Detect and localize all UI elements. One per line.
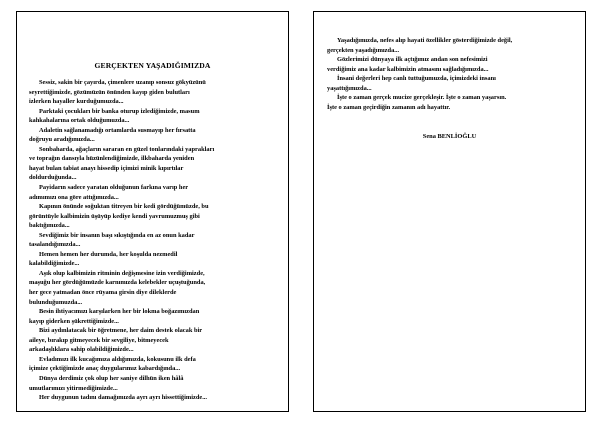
text-line: doğruyu aradığımızda...	[29, 136, 95, 144]
text-line: doldurduğunda...	[29, 174, 77, 182]
author-name: Sena BENLİOĞLU	[422, 133, 477, 140]
text-line: İşte o zaman gerçek mucize gerçekleşir. İşte o zaman yaşarsın.	[337, 94, 507, 102]
text-line: Evladımızı ilk kucağımıza aldığımızda, kokusunu ilk defa	[39, 355, 196, 363]
poem-title: GERÇEKTEN YAŞADIĞIMIZDA	[94, 61, 211, 70]
text-line: hayat bulan tabiat anayı hissedip içimizi minik kıpırtılar	[29, 164, 184, 172]
text-line: kayıp giderken şükrettiğimizde...	[29, 317, 119, 325]
text-line: yaşattığımızda...	[327, 84, 372, 92]
text-line: izlerken hayaller kurduğumuzda...	[29, 98, 124, 106]
text-line: kahkahalarına ortak olduğumuzda...	[29, 117, 130, 125]
text-line: Aşık olup kalbimizin ritminin değişmesine izin verdiğimizde,	[39, 269, 205, 277]
text-line: Parktaki çocukları bir banka oturup izlediğimizde, masum	[39, 107, 200, 115]
right-page	[313, 11, 586, 412]
poem-body-right	[327, 36, 579, 112]
text-line: baktığımızda...	[29, 222, 70, 230]
text-line: her gece yatmadan önce rüyama girsin diye dileklerde	[29, 289, 177, 297]
left-page	[16, 11, 289, 412]
text-line: arkadaşlıklara sahip olabildiğimizde...	[29, 346, 134, 354]
text-line: Sessiz, sakin bir çayırda, çimenlere uzanıp sonsuz gökyüzünü	[39, 79, 206, 86]
text-line: Bizi aydınlatacak bir öğretmene, her daim destek olacak bir	[39, 327, 203, 335]
text-line: Kapının önünde soğuktan titreyen bir kedi gördüğümüzde, bu	[39, 203, 209, 211]
text-line: Sonbaharda, ağaçların sararan en güzel tonlarındaki yaprakları	[39, 145, 215, 153]
text-line: Adaletin sağlanamadığı ortamlarda susmayıp her fırsatta	[39, 126, 196, 134]
text-line: görüntüyle kalbimizin üşüyüp kediye kendi yavrumuzmuş gibi	[29, 212, 200, 220]
text-line: Payidarın sadece yaratan olduğunun farkına varıp her	[39, 184, 189, 192]
text-line: gerçekten yaşadığımızda...	[327, 46, 400, 54]
text-line: aileye, bırakıp gitmeyecek bir sevgiliye, bitmeyecek	[29, 336, 169, 344]
text-line: Her duygunun tadını damağımızda ayrı ayrı hissettiğimizde...	[39, 394, 208, 402]
text-line: umutlarımızı yitirmediğimizde...	[29, 384, 118, 392]
text-line: İşte o zaman geçirdiğin zamanın adı hayattır.	[327, 103, 451, 111]
text-line: Dünya derdimiz çok olup her saniye dilhün iken hâlâ	[39, 374, 184, 382]
text-line: ve toprağın dansıyla hüzünlendiğimizde, ilkbaharda yeniden	[29, 155, 195, 163]
text-line: seyrettiğimizde, gözümüzün önünden kayıp giden bulutları	[29, 88, 190, 96]
text-line: Sevdiğimiz bir insanın başı sıkıştığında en az onun kadar	[39, 231, 195, 239]
text-line: verdiğimiz ana kadar kalbimizin atmasını sağladığımızda...	[327, 65, 489, 73]
text-line: maşuğu her gördüğümüzde karnımızda kelebekler uçuştuğunda,	[29, 279, 206, 287]
text-line: kalabildiğimizde...	[29, 260, 80, 268]
text-line: tasalandığımızda...	[29, 241, 81, 249]
text-line: bulunduğumuzda...	[29, 298, 83, 306]
text-line: adımımızı ona göre attığımızda...	[29, 193, 119, 201]
text-line: Gözlerimizi dünyaya ilk açtığımız andan son nefesimizi	[337, 56, 488, 64]
text-line: içimize çektiğimizde anaç duygularımız kabardığında...	[29, 365, 181, 373]
text-line: Yaşadığımızda, nefes alıp hayati özellikler gösterdiğimizde değil,	[337, 37, 513, 44]
poem-body-left	[29, 78, 281, 403]
text-line: Besin ihtiyacımızı karşılarken her bir lokma boğazımızdan	[39, 308, 200, 316]
text-line: İnsani değerleri hep canlı tuttuğumuzda, içimizdeki insanı	[337, 75, 496, 83]
text-line: Hemen hemen her durumda, her koşulda nezmedil	[39, 250, 178, 258]
